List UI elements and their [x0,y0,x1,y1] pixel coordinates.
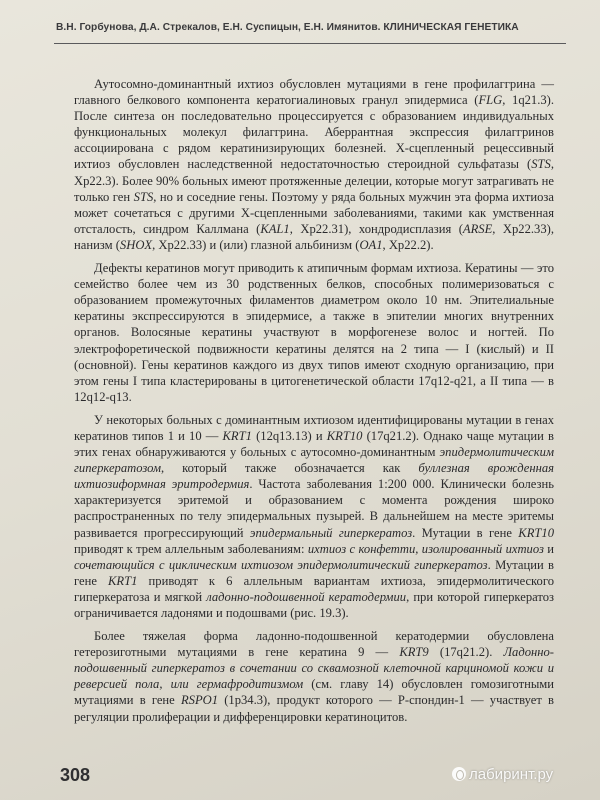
text-run: У некоторых больных с доминантным ихтиозом идентифицированы мутации в генах кератинов типов 1 и 10 — [74,412,554,443]
italic-term: KRT10 [326,428,363,443]
running-header: В.Н. Горбунова, Д.А. Стрекалов, Е.Н. Суспицын, Е.Н. Имянитов. КЛИНИЧЕСКАЯ ГЕНЕТИКА [56,22,519,33]
italic-term: OA1 [359,237,383,252]
watermark [452,766,553,783]
italic-term: SHOX [119,237,153,252]
text-run: , Хр22.33), нанизм ( [74,221,554,252]
italic-term: KRT10 [518,525,554,540]
italic-term: KRT9 [399,645,429,660]
text-run: , Хр22.31), хондродисплазия ( [289,221,463,236]
text-run: , Хр22.33) и (или) глазной альбинизм ( [152,237,360,252]
italic-term: ARSE [462,221,493,236]
text-run: Аутосомно-доминантный ихтиоз обусловлен мутациями в гене профилаггрина — главного белкового компонента кератогиалиновых гранул эпидермиса ( [74,77,554,108]
paragraph-4 [74,628,554,725]
italic-term: Ладонно-подошвенный гиперкератоз в сочетании со сквамозной клеточной карциномой кожи и реверсией пола, или гермафродитизмом [74,645,554,692]
paragraph-2 [74,260,554,405]
text-run: (12q13.13) и [251,428,327,443]
text-run: приводят к трем аллельным заболеваниям: [74,541,308,556]
text-run: Более тяжелая форма ладонно-подошвенной кератодермии обусловлена гетерозиготными мутациями в гене кератина 9 — [74,629,554,660]
text-run: (17q21.2). Однако чаще мутации в этих генах обнаруживаются у больных с аутосомно-доминантным [74,428,554,460]
text-run: , который также обозначается как [160,461,419,476]
text-run: Дефекты кератинов могут приводить к атипичным формам ихтиоза. Кератины — это семейство более чем из 30 родственных белков, способных полимеризоваться с образованием промежуточных филаментов диаметром около 10 нм. Эпителиальные кератины экспрессируются в эпидермисе, а также в эпителии многих внутренних органов. Волосяные кератины участвуют в морфогенезе волос и ногтей. По электрофоретической подвижности кератины делятся на 2 типа — I (кислый) и II (основной). Гены кератинов каждого из двух типов имеют сходную организацию, при этом гены I типа кластерированы в цитогенетической области 17q12-q21, а II типа — в 12q12-q13. [74,261,554,404]
text-run: (1p34.3), продукт которого — Р-спондин-1 — участвует в регуляции пролиферации и дифференцировки кератиноцитов. [74,693,554,724]
italic-term: KRT1 [222,428,252,443]
text-run: приводят к 6 аллельным вариантам ихтиоза, эпидермолитического гиперкератоза и мягкой [74,573,554,604]
italic-term: FLG [478,93,503,108]
italic-term: KRT1 [108,573,138,588]
text-run: , но и соседние гены. Поэтому у ряда больных мужчин эта форма ихтиоза может сочетаться с другими Х-сцепленными заболеваниями, такими как умственная отсталость, синдром Каллмана ( [74,189,554,236]
text-run: (см. главу 14) обусловлен гомозиготными мутациями в гене [74,677,554,708]
text-run: и [543,541,555,556]
text-run: , 1q21.3). После синтеза он последовательно процессируется с образованием индивидуальных функциональных молекул филаггрина. Аберрантная экспрессия филаггринов ассоциирована с рядом кератинизирующих болезней. Х-сцепленный рецессивный ихтиоз обусловлен наследственной недостаточностью стероидной сульфатазы ( [74,93,554,172]
italic-term: ихтиоз с конфетти, изолированный ихтиоз [307,541,544,556]
italic-term: STS [531,157,551,172]
italic-term: STS [133,189,154,204]
header-divider [54,43,566,44]
italic-term: ладонно-подошвенной кератодермии [206,589,407,604]
text-run: , Хр22.3). Более 90% больных имеют протяженные делеции, которые могут затрагивать не только ген [74,157,554,204]
page-number: 308 [60,765,91,785]
italic-term: RSPO1 [180,693,219,708]
paragraph-3 [74,412,554,621]
text-run: (17q21.2). [428,645,504,660]
italic-term: эпидермолитическим гиперкератозом [74,445,554,476]
text-run: , при которой гиперкератоз ограничивается ладонями и подошвами (рис. 19.3). [74,589,554,620]
italic-term: эпидермальный гиперкератоз [249,525,413,540]
body-text [74,76,554,732]
text-run: . Мутации в гене [74,557,554,588]
text-run: , Хр22.2). [382,237,434,252]
italic-term: буллезная врожденная ихтиозиформная эритродермия [74,461,554,492]
italic-term: сочетающийся с циклическим ихтиозом эпидермолитический гиперкератоз [74,557,488,572]
watermark-text: лабиринт.ру [469,766,554,783]
text-run: . Мутации в гене [412,525,519,540]
text-run: . Частота заболевания 1:200 000. Клинически болезнь характеризуется эритемой и образованием с момента рождения широко распространенных по телу эпидермальных пузырей. В дальнейшем на месте эритемы развивается прогрессирующий [74,477,555,540]
italic-term: KAL1 [260,221,290,236]
labirint-logo-icon [452,767,466,781]
paragraph-1 [74,76,554,253]
